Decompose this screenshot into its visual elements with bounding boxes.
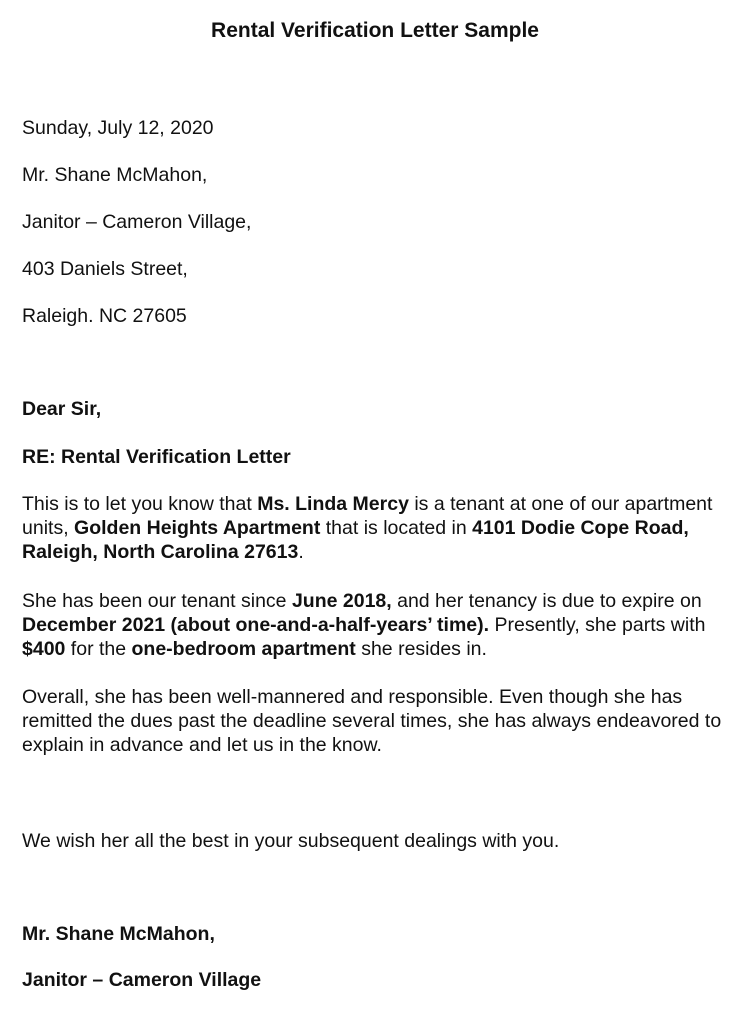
para1-text-3: that is located in	[320, 517, 473, 539]
para1-text-1: This is to let you know that	[22, 493, 258, 515]
apartment-address: 4101 Dodie Cope Road, Raleigh, North Carolina 27613	[22, 517, 689, 563]
unit-type: one-bedroom apartment	[131, 638, 356, 660]
para1-text-2: is a tenant at one of our apartment units,	[22, 493, 713, 539]
recipient-city: Raleigh. NC 27605	[22, 305, 187, 327]
tenancy-end: December 2021 (about one-and-a-half-years’ time).	[22, 614, 490, 636]
recipient-position: Janitor – Cameron Village,	[22, 211, 252, 233]
paragraph-conduct: Overall, she has been well-mannered and responsible. Even though she has remitted the dues past the deadline several times, she has always endeavored to explain in advance and let us in the know.	[22, 686, 722, 756]
para2-text-4: for the	[65, 638, 132, 660]
apartment-name: Golden Heights Apartment	[74, 517, 321, 539]
paragraph-tenancy-details	[22, 589, 734, 661]
letter-date: Sunday, July 12, 2020	[22, 117, 214, 139]
recipient-name: Mr. Shane McMahon,	[22, 164, 208, 186]
paragraph-tenant-intro	[22, 492, 734, 564]
salutation: Dear Sir,	[22, 398, 102, 420]
signature-name: Mr. Shane McMahon,	[22, 923, 215, 945]
para2-text-5: she resides in.	[355, 638, 487, 660]
tenancy-start: June 2018,	[291, 590, 392, 612]
para2-text-2: and her tenancy is due to expire on	[391, 590, 702, 612]
para1-text-4: .	[298, 541, 304, 563]
rent-amount: $400	[22, 638, 66, 660]
document-title: Rental Verification Letter Sample	[211, 19, 539, 42]
para2-text-3: Presently, she parts with	[489, 614, 706, 636]
recipient-street: 403 Daniels Street,	[22, 258, 188, 280]
signature-position: Janitor – Cameron Village	[22, 969, 262, 991]
paragraph-closing: We wish her all the best in your subsequent dealings with you.	[22, 830, 560, 852]
subject-line: RE: Rental Verification Letter	[22, 446, 291, 468]
tenant-name: Ms. Linda Mercy	[257, 493, 409, 515]
para2-text-1: She has been our tenant since	[22, 590, 292, 612]
